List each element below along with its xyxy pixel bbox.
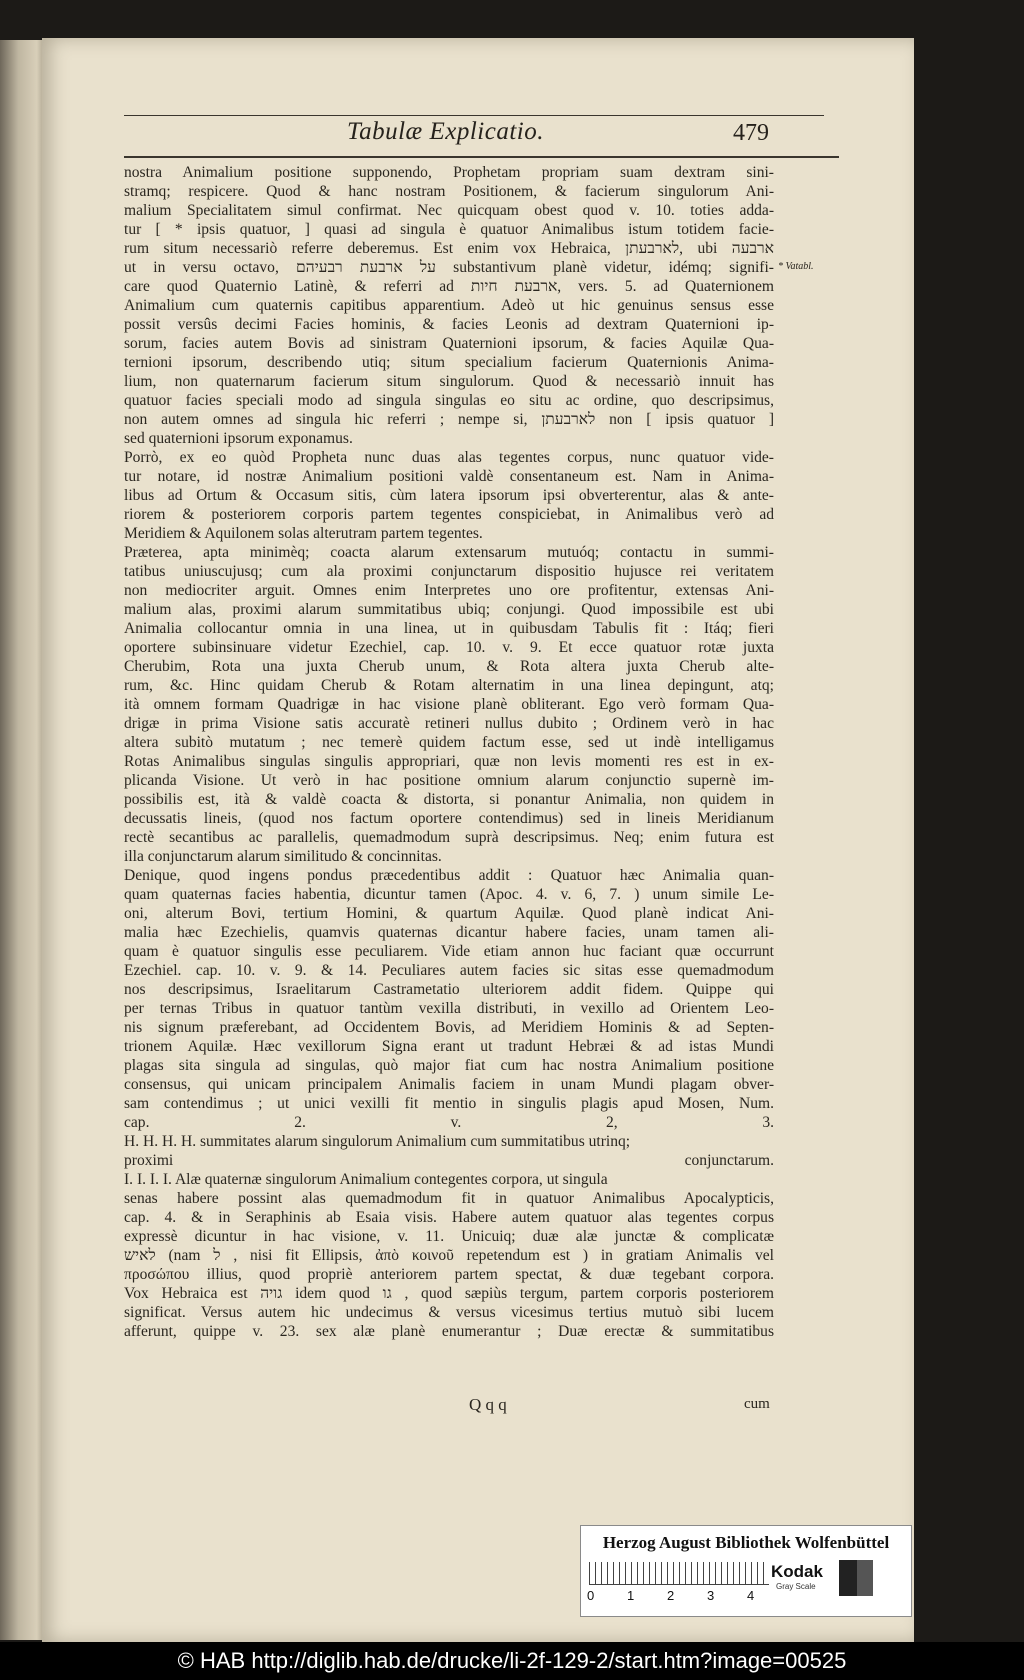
text-line: rum situm necessariò referre deberemus. Est enim vox Hebraica, לארבעתן, ubi ארבעה xyxy=(124,240,774,257)
margin-note: * Vatabl. xyxy=(778,261,814,272)
kodak-brand: Kodak xyxy=(771,1562,823,1581)
text-line: plagas sita singula ad singulas, quò major fiat cum hac nostra Animalium positione xyxy=(124,1057,774,1074)
kodak-subtitle: Gray Scale xyxy=(776,1582,816,1591)
text-line: ut in versu octavo, על ארבעת רבעיהם substantivum planè videtur, idémq; signifi- xyxy=(124,259,774,276)
text-line: sed quaternioni ipsorum exponamus. xyxy=(124,430,353,447)
text-line: possit versûs decimi Facies hominis, & facies Leonis ad dextram Quaternioni ip- xyxy=(124,316,774,333)
page-number: 479 xyxy=(733,120,769,146)
scale-number: 2 xyxy=(667,1588,675,1603)
copyright-footer xyxy=(0,1642,1024,1680)
facing-page-edge xyxy=(0,40,46,1640)
text-line: Porrò, ex eo quòd Propheta nunc duas alas tegentes corpus, nunc quatuor vide- xyxy=(124,449,774,466)
text-line: proximi conjunctarum. xyxy=(124,1152,774,1169)
gray-patch-icon xyxy=(839,1560,857,1596)
text-line: rectè secantibus ac parallelis, quemadmodum suprà descripsimus. Neq; enim futura est xyxy=(124,829,774,846)
scale-number: 3 xyxy=(707,1588,715,1603)
text-line: quam quaternas facies habentia, dicuntur tamen (Apoc. 4. v. 6, 7. ) unum simile Le- xyxy=(124,886,774,903)
text-line: riorem & posteriorem corporis partem tegentes conspiciebat, in Animalibus verò ad xyxy=(124,506,774,523)
text-line: care quod Quaternio Latinè, & referri ad ארבעת חיות, vers. 5. ad Quaternionem xyxy=(124,278,774,295)
text-line: Præterea, apta minimèq; coacta alarum extensarum mutuóq; contactu in summi- xyxy=(124,544,774,561)
text-line: oni, alterum Bovi, tertium Homini, & quartum Aquilæ. Quod planè indicat Ani- xyxy=(124,905,774,922)
text-line: non mediocriter arguit. Omnes enim Interpretes uno ore profitentur, extensas Ani- xyxy=(124,582,774,599)
text-line: possibilis est, ità & valdè coacta & distorta, si ponantur Animalia, non quidem in xyxy=(124,791,774,808)
text-line: afferunt, quippe v. 23. sex alæ planè enumerantur ; Duæ erectæ & summitatibus xyxy=(124,1323,774,1340)
signature-mark: Q q q xyxy=(469,1395,507,1414)
body-text xyxy=(124,163,774,1341)
text-line: Cherubim, Rota una juxta Cherub unum, & Rota altera juxta Cherub alte- xyxy=(124,658,774,675)
text-line: malium alas, proximi alarum summitatibus ubiq; conjungi. Quod impossibile est ubi xyxy=(124,601,774,618)
text-line: senas habere possint alas quemadmodum fit in quatuor Animalibus Apocalypticis, xyxy=(124,1190,774,1207)
scale-number: 0 xyxy=(587,1588,595,1603)
text-line: lium, non quaternarum facierum situm singulorum. Quod & necessariò innuit has xyxy=(124,373,774,390)
text-line: ternioni ipsorum, describendo utiq; situm specialium facierum Quaternionis Anima- xyxy=(124,354,774,371)
text-line: Denique, quod ingens pondus præcedentibus addit : Quatuor hæc Animalia quan- xyxy=(124,867,774,884)
text-line: tur [ * ipsis quatuor, ] quasi ad singula è quatuor Animalibus istum totidem facie- xyxy=(124,221,774,238)
gray-patch-icon xyxy=(857,1560,873,1596)
header-rule-bottom xyxy=(124,156,839,158)
text-line: consensus, qui unicam principalem Animalis faciem in unam Mundi plagam obver- xyxy=(124,1076,774,1093)
text-line: stramq; respicere. Quod & hanc nostram Positionem, & facierum singulorum Ani- xyxy=(124,183,774,200)
text-line: nis signum præferebant, ad Occidentem Bovis, ad Meridiem Hominis & ad Septen- xyxy=(124,1019,774,1036)
text-line: Meridiem & Aquilonem solas alterutram partem tegentes. xyxy=(124,525,483,542)
text-line: illa conjunctarum alarum similitudo & concinnitas. xyxy=(124,848,442,865)
ruler-scale-icon xyxy=(589,1562,769,1585)
text-line: nostra Animalium positione supponendo, Prophetam propriam suam dextram sini- xyxy=(124,164,774,181)
text-line: plicanda Visione. Ut verò in hac positione omnium alarum conjunctio supernè im- xyxy=(124,772,774,789)
text-line: Vox Hebraica est גויה idem quod גו , quod sæpiùs tergum, partem corporis posteriorem xyxy=(124,1285,774,1302)
copyright-text: © HAB http://diglib.hab.de/drucke/li-2f-129-2/start.htm?image=00525 xyxy=(177,1648,847,1673)
catchword: cum xyxy=(744,1396,770,1412)
text-line: לאיש (nam ל , nisi fit Ellipsis, ἀπὸ κοινοῦ repetendum est ) in gratiam Animalis vel xyxy=(124,1247,774,1264)
text-line: ità omnem formam Quadrigæ in hac visione planè obliterant. Ego verò formam Qua- xyxy=(124,696,774,713)
text-line: Rotas Animalibus singulas singulis appropriari, quæ non levis momenti res est in ex- xyxy=(124,753,774,770)
text-line: Animalia collocantur omnia in una linea, ut in quibusdam Tabulis fit : Itáq; fieri xyxy=(124,620,774,637)
text-line: H. H. H. H. summitates alarum singulorum Animalium cum summitatibus utrinq; xyxy=(124,1133,631,1150)
text-line: drigæ in prima Visione satis accuratè retineri nullus dubito ; Ordinem verò in hac xyxy=(124,715,774,732)
text-line: cap. 2. v. 2, 3. xyxy=(124,1114,774,1131)
text-line: decussatis lineis, (quod nos factum oportere contendimus) sed in lineis Meridianum xyxy=(124,810,774,827)
text-line: non autem omnes ad singula hic referri ; nempe si, לארבעתן non [ ipsis quatuor ] xyxy=(124,411,774,428)
scale-number: 1 xyxy=(627,1588,635,1603)
text-line: tatibus uniuscujusq; cum ala proximi conjunctarum dispositio hujusce rei veritatem xyxy=(124,563,774,580)
text-line: oportere subinsinuare videtur Ezechiel, cap. 10. v. 9. Et ecce quatuor rotæ juxta xyxy=(124,639,774,656)
text-line: altera subitò mutatum ; nec temerè quidem factum esse, sed ut indè intelligamus xyxy=(124,734,774,751)
library-label-card xyxy=(580,1525,912,1617)
text-line: libus ad Ortum & Occasum sitis, cùm latera ipsorum ipsi obverterentur, alas & ante- xyxy=(124,487,774,504)
text-line: Animalium cum quaternis capitibus apparentium. Adeò ut hic genuinus sensus esse xyxy=(124,297,774,314)
header-rule-top xyxy=(124,115,824,116)
text-line: I. I. I. I. Alæ quaternæ singulorum Animalium contegentes corpora, ut singula xyxy=(124,1171,608,1188)
text-line: nos descripsimus, Israelitarum Castrametatio ulteriorem addit fidem. Quippe qui xyxy=(124,981,774,998)
text-line: προσώπου illius, quod propriè anteriorem partem spectat, & duæ tegebant corpora. xyxy=(124,1266,774,1283)
book-page xyxy=(42,38,914,1642)
text-line: malium Specialitatem simul confirmat. Nec quicquam obest quod v. 10. toties adda- xyxy=(124,202,774,219)
text-line: tur notare, id nostræ Animalium positioni valdè consentaneum est. Nam in Anima- xyxy=(124,468,774,485)
text-line: quatuor facies speciali modo ad singula singulas eo situ ac ordine, quo descripsimus, xyxy=(124,392,774,409)
text-line: rum, &c. Hinc quidam Cherub & Rotam alternatim in una linea depingunt, atq; xyxy=(124,677,774,694)
text-line: trionem Aquilæ. Hæc vexillorum Signa erant ut tradunt Hebræi & ad istas Mundi xyxy=(124,1038,774,1055)
text-line: sorum, facies autem Bovis ad sinistram Quaternioni ipsorum, & facies Aquilæ Qua- xyxy=(124,335,774,352)
text-line: cap. 4. & in Seraphinis ab Esaia visis. Habere autem quatuor alas tegentes corpus xyxy=(124,1209,774,1226)
text-line: expressè dicuntur in hac visione, v. 11. Unicuiq; duæ alæ junctæ & complicatæ xyxy=(124,1228,774,1245)
text-line: malia hæc Ezechielis, quamvis quaternas dicantur habere facies, unam tamen ali- xyxy=(124,924,774,941)
text-line: sam contendimus ; ut unici vexilli fit mentio in singulis plagis apud Mosen, Num. xyxy=(124,1095,774,1112)
running-title: Tabulæ Explicatio. xyxy=(347,118,544,145)
scale-number: 4 xyxy=(747,1588,755,1603)
text-line: per ternas Tribus in quatuor tantùm vexilla distributi, in vexillo ad Orientem Leo- xyxy=(124,1000,774,1017)
text-line: significat. Versus autem hic undecimus & versus vicesimus tertius mutuò sibi lucem xyxy=(124,1304,774,1321)
text-line: quam è quatuor singulis esse peculiarem. Vide etiam annon huc faciant quæ occurrunt xyxy=(124,943,774,960)
library-name: Herzog August Bibliothek Wolfenbüttel xyxy=(602,1533,890,1552)
text-line: Ezechiel. cap. 10. v. 9. & 14. Peculiares autem facies sic sitas esse quemadmodum xyxy=(124,962,774,979)
